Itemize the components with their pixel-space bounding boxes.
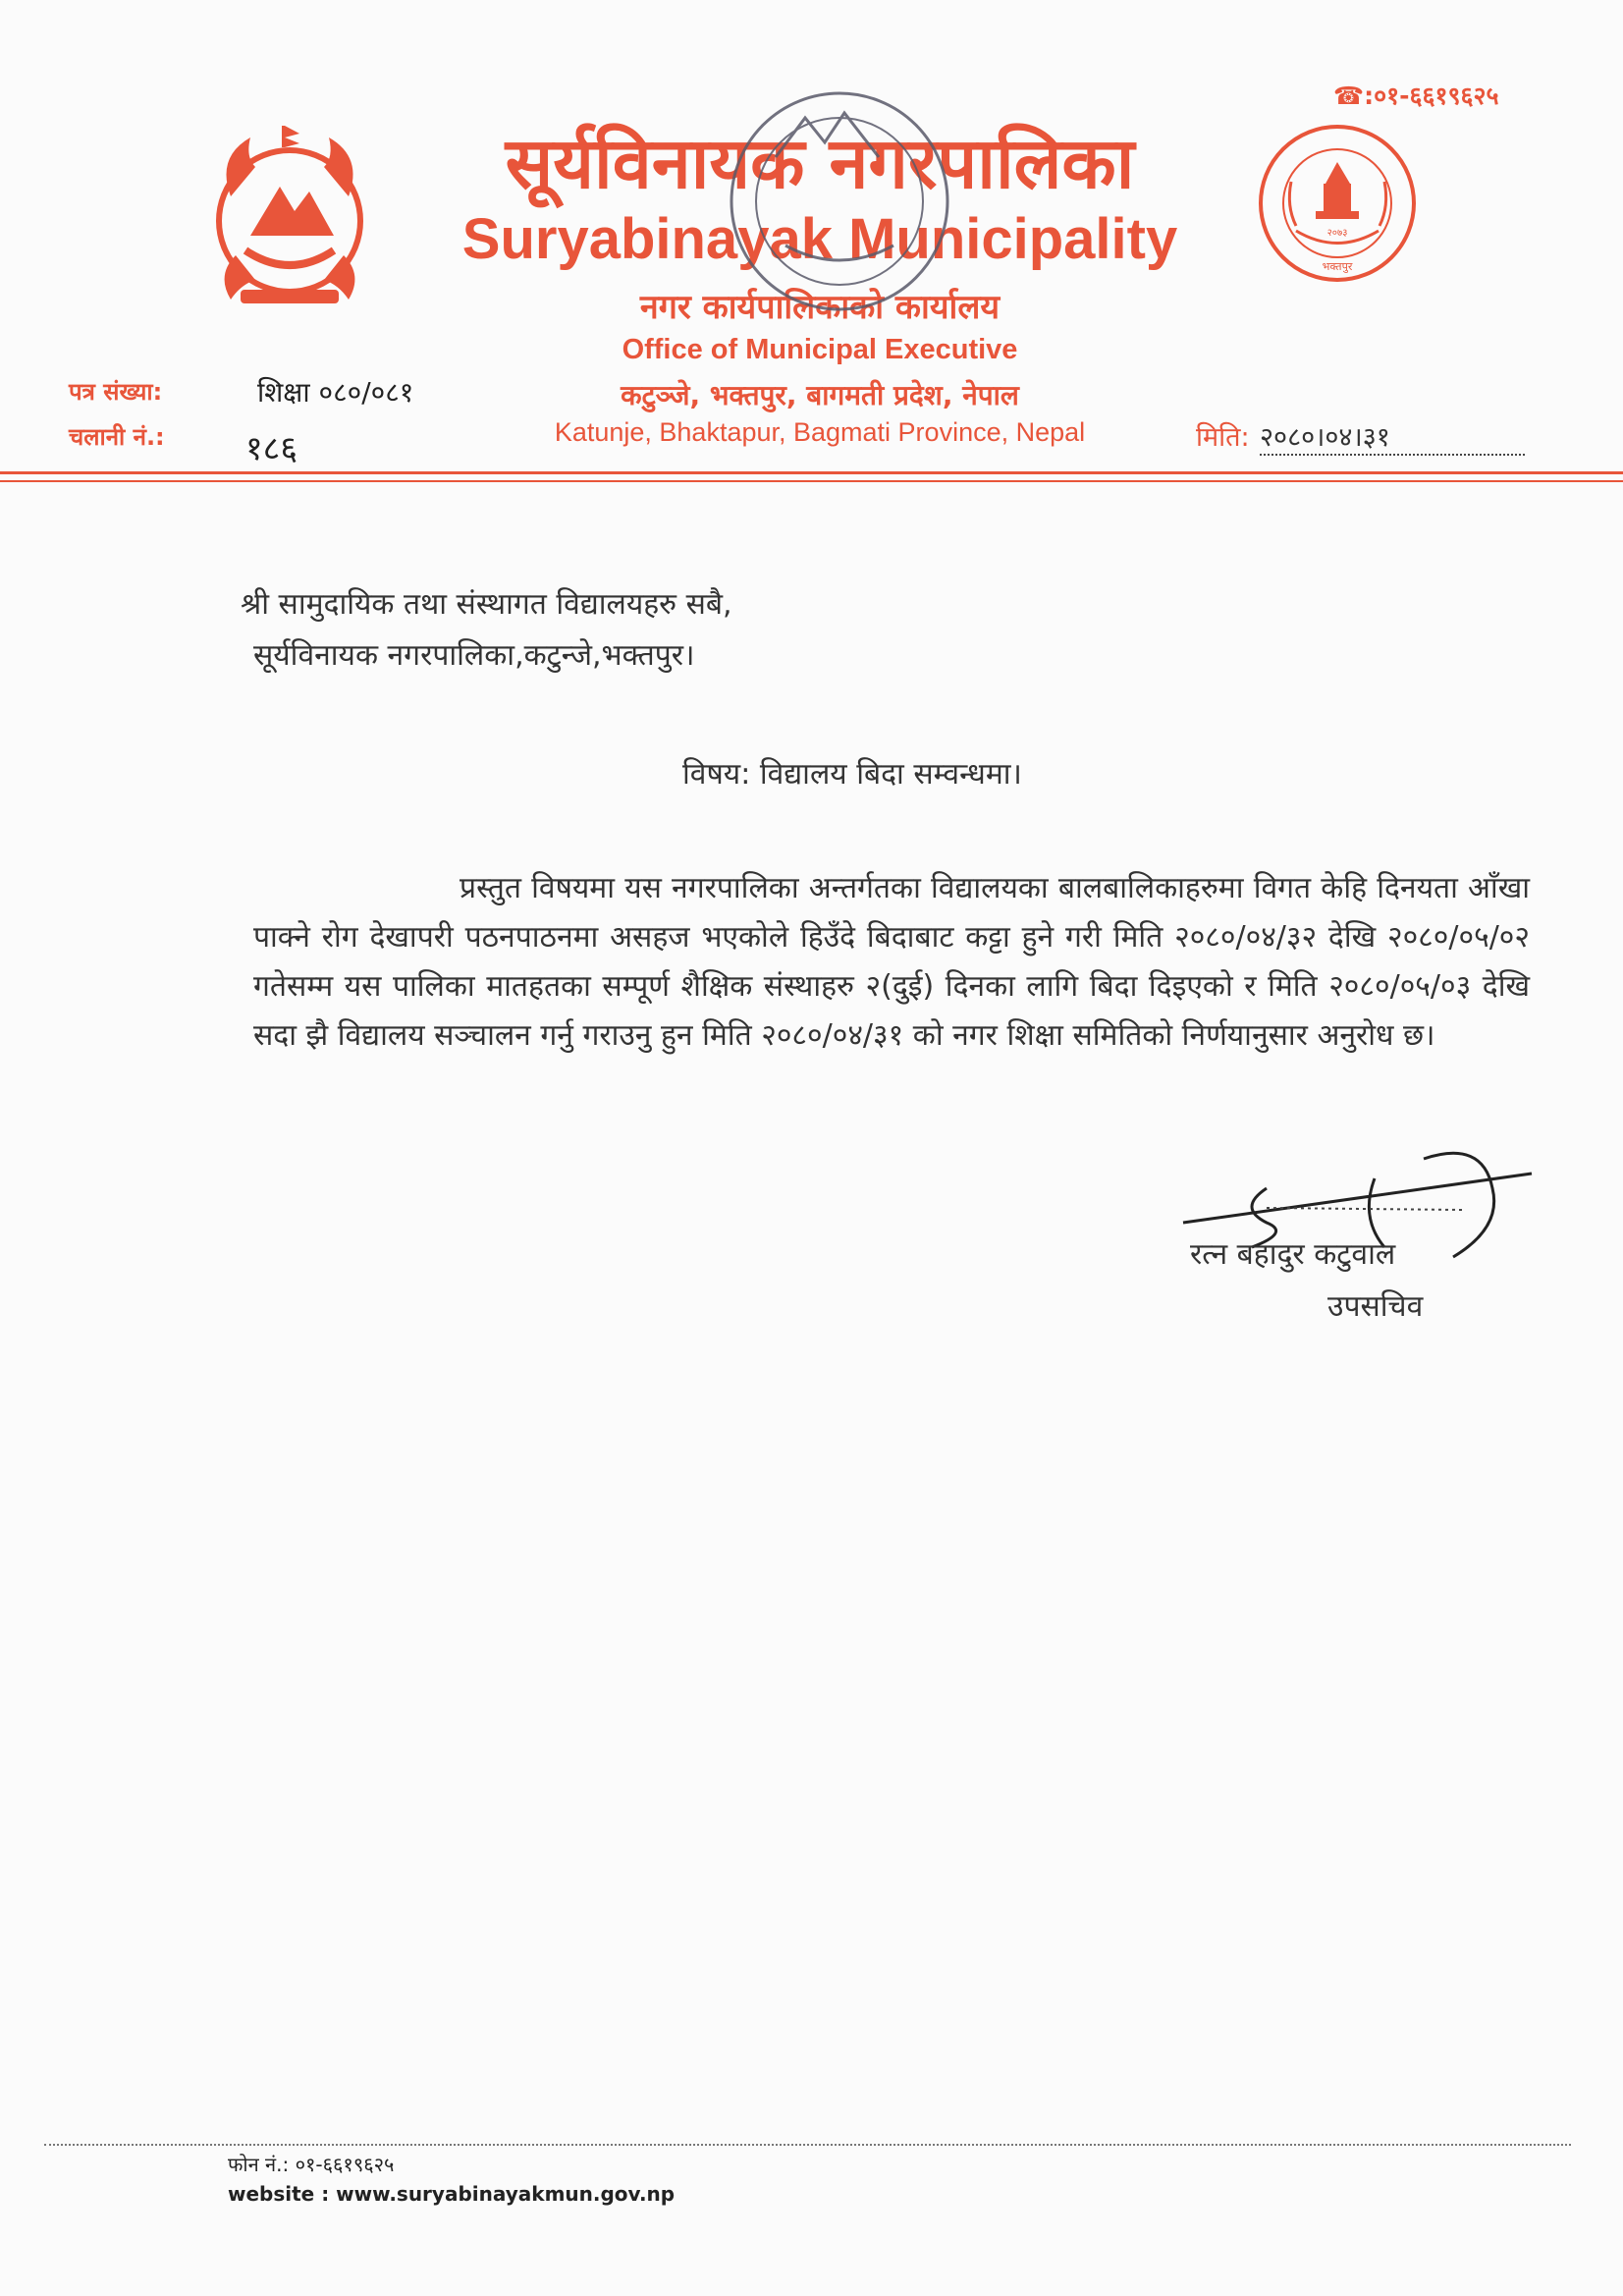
office-name-en: Office of Municipal Executive: [622, 334, 1018, 365]
nepal-emblem-icon: [201, 118, 378, 314]
municipality-seal-icon: [1257, 123, 1419, 285]
seal-year: २०७३: [1326, 228, 1348, 239]
body-paragraph: प्रस्तुत विषयमा यस नगरपालिका अन्तर्गतका विद्यालयका बालबालिकाहरुमा विगत केहि दिनयता आँखा पाक्ने रोग देखापरी पठनपाठनमा असहज भएकोले हिउँदे बिदाबाट कट्टा हुने गरी मिति २०८०/०४/३२ देखि २०८०/०५/०२ गतेसम्म यस पालिका मातहतका सम्पूर्ण शैक्षिक संस्थाहरु २(दुई) दिनका लागि बिदा दिइएको र मिति २०८०/०५/०३ देखि सदा झै विद्यालय सञ्चालन गर्नु गराउनु हुन मिति २०८०/०४/३१ को नगर शिक्षा समितिको निर्णयानुसार अनुरोध छ।: [253, 871, 1530, 1053]
municipality-name-np: सूर्यविनायक नगरपालिका: [505, 122, 1135, 204]
signatory-name: रत्न बहादुर कटुवाल: [1190, 1237, 1396, 1272]
recipient-line-1: श्री सामुदायिक तथा संस्थागत विद्यालयहरु सबै,: [241, 587, 732, 622]
signatory-title: उपसचिव: [1327, 1289, 1424, 1324]
letter-no-label: पत्र संख्या:: [69, 378, 163, 406]
office-name-np: नगर कार्यपालिकाको कार्यालय: [639, 288, 1001, 327]
date-label: मिति:: [1196, 422, 1250, 453]
footer-website: website : www.suryabinayakmun.gov.np: [228, 2182, 676, 2206]
dispatch-no-label: चलानी नं.:: [69, 423, 165, 451]
address-en: Katunje, Bhaktapur, Bagmati Province, Nepal: [554, 417, 1086, 447]
header-phone: ☎:०१-६६१९६२५: [1333, 82, 1499, 110]
date-value: २०८०।०४।३१: [1260, 417, 1525, 456]
header-divider: [0, 471, 1623, 474]
official-stamp-icon: [717, 79, 962, 324]
municipality-name-en: Suryabinayak Municipality: [461, 207, 1178, 271]
letter-no-value: शिक्षा ०८०/०८१: [257, 376, 414, 409]
dispatch-no-value: १८६: [245, 429, 298, 468]
recipient-line-2: सूर्यविनायक नगरपालिका,कटुन्जे,भक्तपुर।: [253, 638, 695, 673]
seal-place: भक्तपुर: [1322, 260, 1353, 273]
address-np: कटुञ्जे, भक्तपुर, बागमती प्रदेश, नेपाल: [621, 379, 1019, 411]
footer-divider: [44, 2144, 1571, 2146]
header-divider-thin: [0, 480, 1623, 482]
subject-line: विषय: विद्यालय बिदा सम्वन्धमा।: [682, 757, 1022, 792]
footer-phone: फोन नं.: ०१-६६१९६२५: [228, 2153, 395, 2176]
